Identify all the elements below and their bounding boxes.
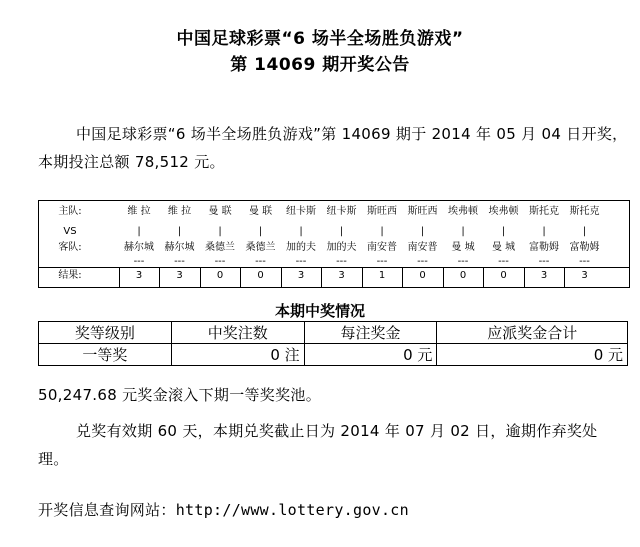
dash-cell: ---: [214, 256, 226, 267]
away-team-cell: 曼 城: [491, 242, 516, 253]
away-team-cell: 南安普: [407, 242, 438, 253]
result-column-divider: [524, 267, 525, 287]
home-team-cell: 斯托克: [529, 206, 559, 217]
away-label: 客队:: [58, 242, 82, 253]
dash-cell: ---: [295, 256, 307, 267]
header-total: 应派奖金合计: [437, 322, 628, 344]
vs-separator-cell: |: [501, 226, 506, 237]
vs-separator-cell: |: [582, 226, 587, 237]
result-cell: 3: [540, 270, 548, 281]
result-cell: 3: [176, 270, 183, 281]
dash-cell: ---: [579, 256, 590, 267]
dash-cell: ---: [538, 256, 550, 267]
home-team-cell: 维 拉: [167, 206, 192, 217]
vs-label: VS: [63, 226, 77, 237]
announcement-title: 中国足球彩票“6 场半全场胜负游戏”: [176, 29, 464, 49]
home-team-row: [39, 203, 629, 221]
home-team-cell: 纽卡斯: [326, 206, 357, 217]
result-label: 结果:: [58, 270, 82, 281]
result-cell: 0: [216, 270, 224, 281]
result-cell: 0: [500, 270, 507, 281]
away-team-cell: 富勒姆: [529, 242, 559, 253]
website-label: 开奖信息查询网站：: [38, 501, 176, 519]
website-line: [38, 496, 628, 524]
table-row: [39, 344, 628, 366]
dash-cell: ---: [336, 256, 347, 267]
vs-separator-cell: |: [299, 226, 303, 237]
away-team-cell: 曼 城: [451, 242, 475, 253]
website-link[interactable]: http://www.lottery.gov.cn: [175, 501, 409, 519]
away-team-cell: 赫尔城: [164, 242, 195, 253]
dash-cell: ---: [255, 256, 266, 267]
vs-separator-cell: |: [542, 226, 546, 237]
result-column-divider: [119, 267, 120, 287]
header-level: 奖等级别: [39, 322, 172, 344]
prize-section-title: 本期中奖情况: [274, 302, 365, 320]
home-team-cell: 斯旺西: [407, 206, 438, 217]
prize-table: [38, 321, 628, 366]
away-team-cell: 南安普: [367, 242, 397, 253]
result-column-divider: [321, 267, 322, 287]
result-cell: 3: [135, 270, 143, 281]
header-count: 中奖注数: [171, 322, 304, 344]
home-label: 主队:: [58, 206, 82, 217]
vs-separator-cell: |: [177, 226, 182, 237]
announcement-subtitle: 第 14069 期开奖公告: [230, 55, 410, 75]
result-row: [39, 267, 629, 285]
result-column-divider: [159, 267, 160, 287]
dash-cell: ---: [417, 256, 428, 267]
result-cell: 3: [581, 270, 588, 281]
dash-cell: ---: [457, 256, 469, 267]
away-team-cell: 桑德兰: [205, 242, 235, 253]
result-cell: 0: [257, 270, 264, 281]
dash-cell: ---: [174, 256, 185, 267]
result-cell: 1: [378, 270, 386, 281]
vs-separator-cell: |: [137, 226, 141, 237]
result-column-divider: [200, 267, 201, 287]
result-cell: 3: [297, 270, 305, 281]
dash-cell: ---: [376, 256, 388, 267]
home-team-cell: 维 拉: [127, 206, 151, 217]
dash-cell: ---: [498, 256, 509, 267]
result-column-divider: [362, 267, 363, 287]
away-team-cell: 富勒姆: [569, 242, 600, 253]
vs-separator-cell: |: [420, 226, 425, 237]
winner-count: 0 注: [171, 344, 304, 366]
home-team-cell: 纽卡斯: [286, 206, 316, 217]
home-team-cell: 斯托克: [569, 206, 600, 217]
vs-separator-cell: |: [258, 226, 263, 237]
result-column-divider: [564, 267, 565, 287]
result-column-divider: [483, 267, 484, 287]
validity-text: 兑奖有效期 60 天，本期兑奖截止日为 2014 年 07 月 02 日，逾期作弃奖处理。: [38, 422, 598, 468]
home-team-cell: 埃弗顿: [448, 206, 478, 217]
prize-table-header: [39, 322, 628, 344]
vs-separator-cell: |: [339, 226, 344, 237]
vs-separator-cell: |: [218, 226, 222, 237]
per-prize: 0 元: [304, 344, 437, 366]
result-column-divider: [281, 267, 282, 287]
home-team-cell: 斯旺西: [367, 206, 397, 217]
total-prize: 0 元: [437, 344, 628, 366]
result-cell: 0: [419, 270, 426, 281]
away-team-cell: 桑德兰: [245, 242, 276, 253]
home-team-cell: 曼 联: [248, 206, 273, 217]
result-column-divider: [402, 267, 403, 287]
intro-paragraph: 中国足球彩票“6 场半全场胜负游戏”第 14069 期于 2014 年 05 月 04 日开奖，本期投注总额 78,512 元。: [38, 125, 628, 171]
home-team-cell: 埃弗顿: [488, 206, 519, 217]
match-grid: [38, 200, 630, 288]
header-per-prize: 每注奖金: [304, 322, 437, 344]
away-team-cell: 加的夫: [286, 242, 316, 253]
prize-level: 一等奖: [39, 344, 172, 366]
dash-cell: ---: [133, 256, 145, 267]
result-column-divider: [240, 267, 241, 287]
away-team-cell: 加的夫: [326, 242, 357, 253]
vs-separator-cell: |: [461, 226, 465, 237]
result-cell: 0: [459, 270, 467, 281]
away-team-cell: 赫尔城: [124, 242, 154, 253]
result-column-divider: [443, 267, 444, 287]
vs-separator-cell: |: [380, 226, 384, 237]
home-team-cell: 曼 联: [208, 206, 232, 217]
result-cell: 3: [338, 270, 345, 281]
rollover-text: 50,247.68 元奖金滚入下期一等奖奖池。: [38, 386, 322, 404]
